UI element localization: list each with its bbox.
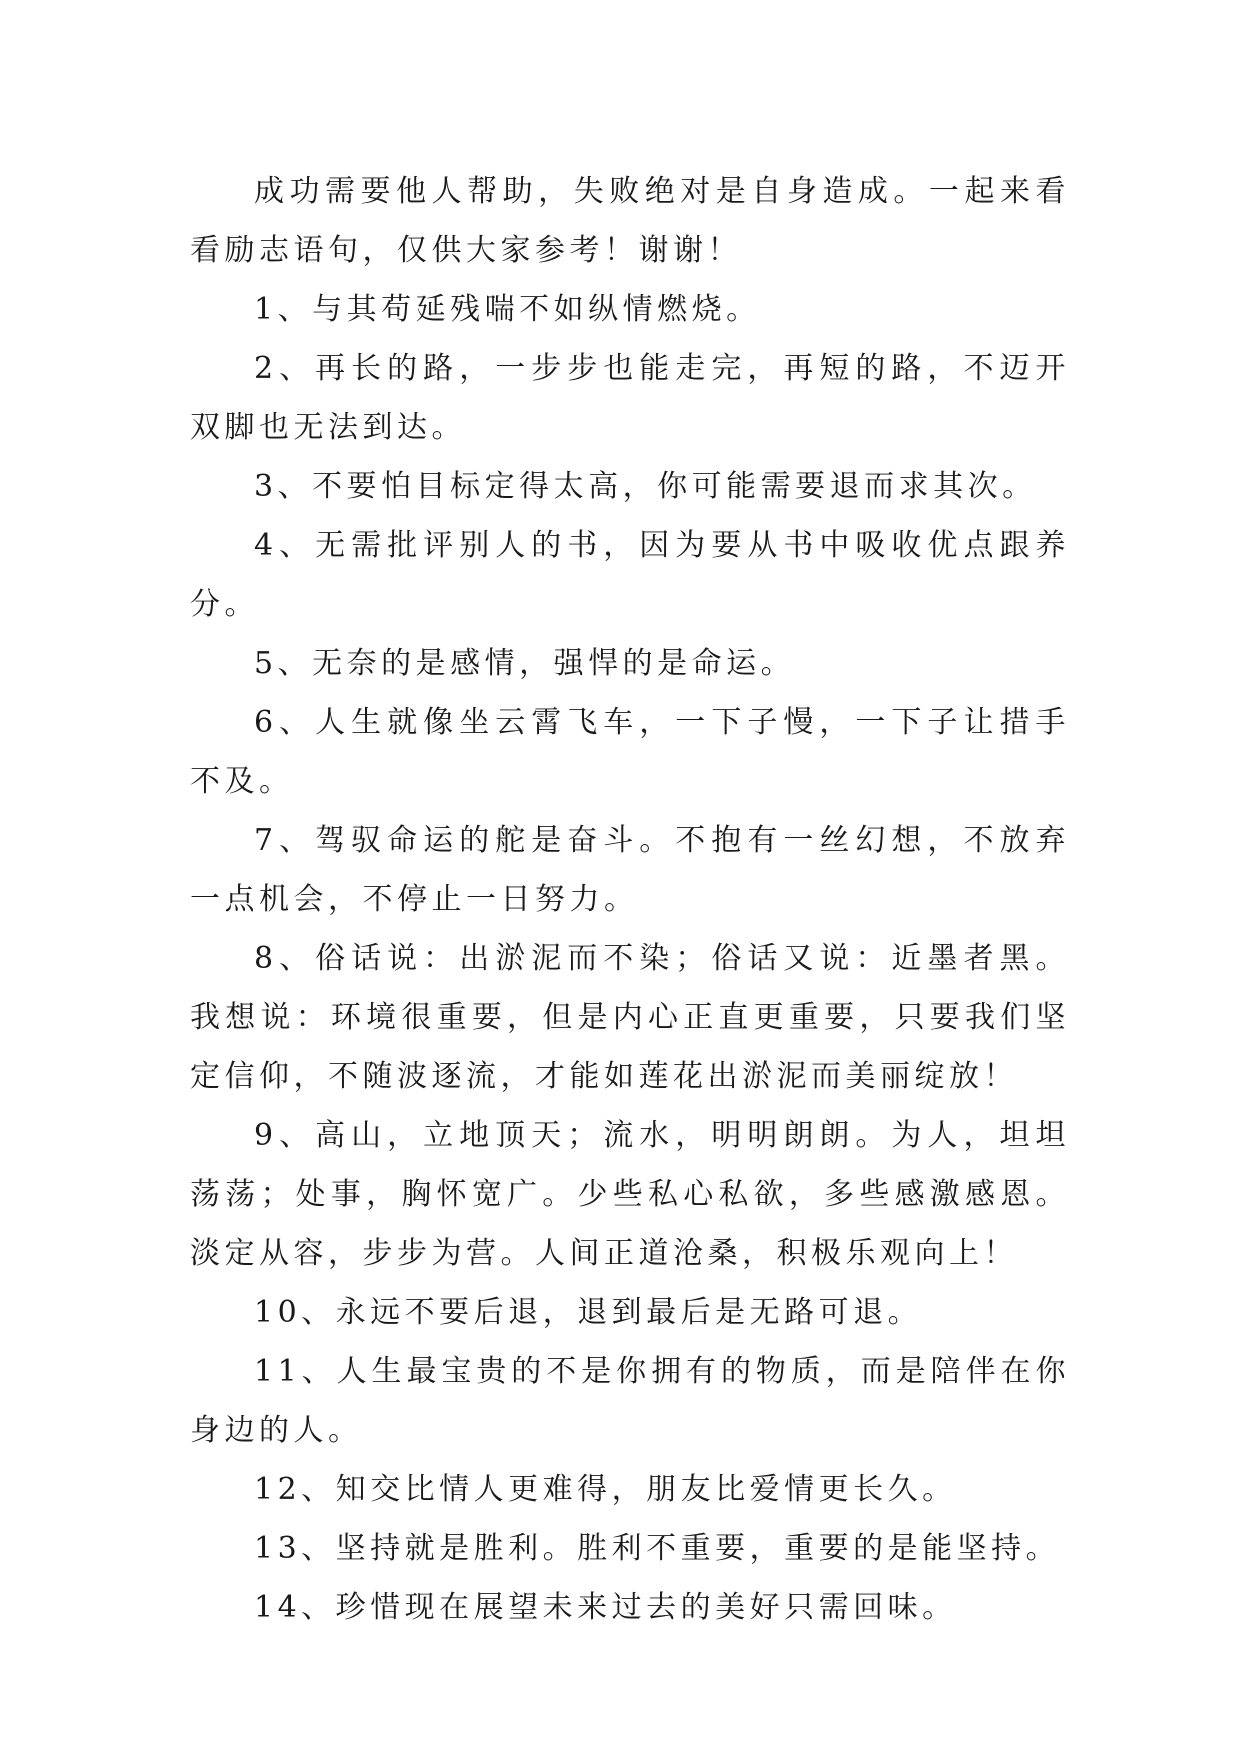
- quote-item-3: 3、不要怕目标定得太高，你可能需要退而求其次。: [254, 469, 1037, 504]
- quote-item-10: 10、永远不要后退，退到最后是无路可退。: [254, 1295, 923, 1330]
- quote-item-11: 11、人生最宝贵的不是你拥有的物质，而是陪伴在你身边的人。: [190, 1354, 1070, 1448]
- quote-item-14: 14、珍惜现在展望未来过去的美好只需回味。: [254, 1590, 957, 1625]
- document-body: [190, 162, 1070, 1637]
- quote-item-7: 7、驾驭命运的舵是奋斗。不抱有一丝幻想，不放弃一点机会，不停止一日努力。: [190, 823, 1070, 917]
- quote-item-4: 4、无需批评别人的书，因为要从书中吸收优点跟养分。: [190, 528, 1070, 622]
- quote-item-2: 2、再长的路，一步步也能走完，再短的路，不迈开双脚也无法到达。: [190, 351, 1070, 445]
- quote-item-9: 9、高山，立地顶天；流水，明明朗朗。为人，坦坦荡荡；处事，胸怀宽广。少些私心私欲，多些感激感恩。淡定从容，步步为营。人间正道沧桑，积极乐观向上！: [190, 1118, 1070, 1271]
- intro-paragraph: 成功需要他人帮助，失败绝对是自身造成。一起来看看励志语句，仅供大家参考！谢谢！: [190, 174, 1070, 268]
- quote-item-12: 12、知交比情人更难得，朋友比爱情更长久。: [254, 1472, 957, 1507]
- quote-item-5: 5、无奈的是感情，强悍的是命运。: [254, 646, 796, 681]
- quote-item-13: 13、坚持就是胜利。胜利不重要，重要的是能坚持。: [254, 1531, 1061, 1566]
- quote-item-8: 8、俗话说：出淤泥而不染；俗话又说：近墨者黑。我想说：环境很重要，但是内心正直更重要，只要我们坚定信仰，不随波逐流，才能如莲花出淤泥而美丽绽放！: [190, 941, 1070, 1094]
- quote-item-1: 1、与其苟延残喘不如纵情燃烧。: [254, 292, 761, 327]
- quote-item-6: 6、人生就像坐云霄飞车，一下子慢，一下子让措手不及。: [190, 705, 1070, 799]
